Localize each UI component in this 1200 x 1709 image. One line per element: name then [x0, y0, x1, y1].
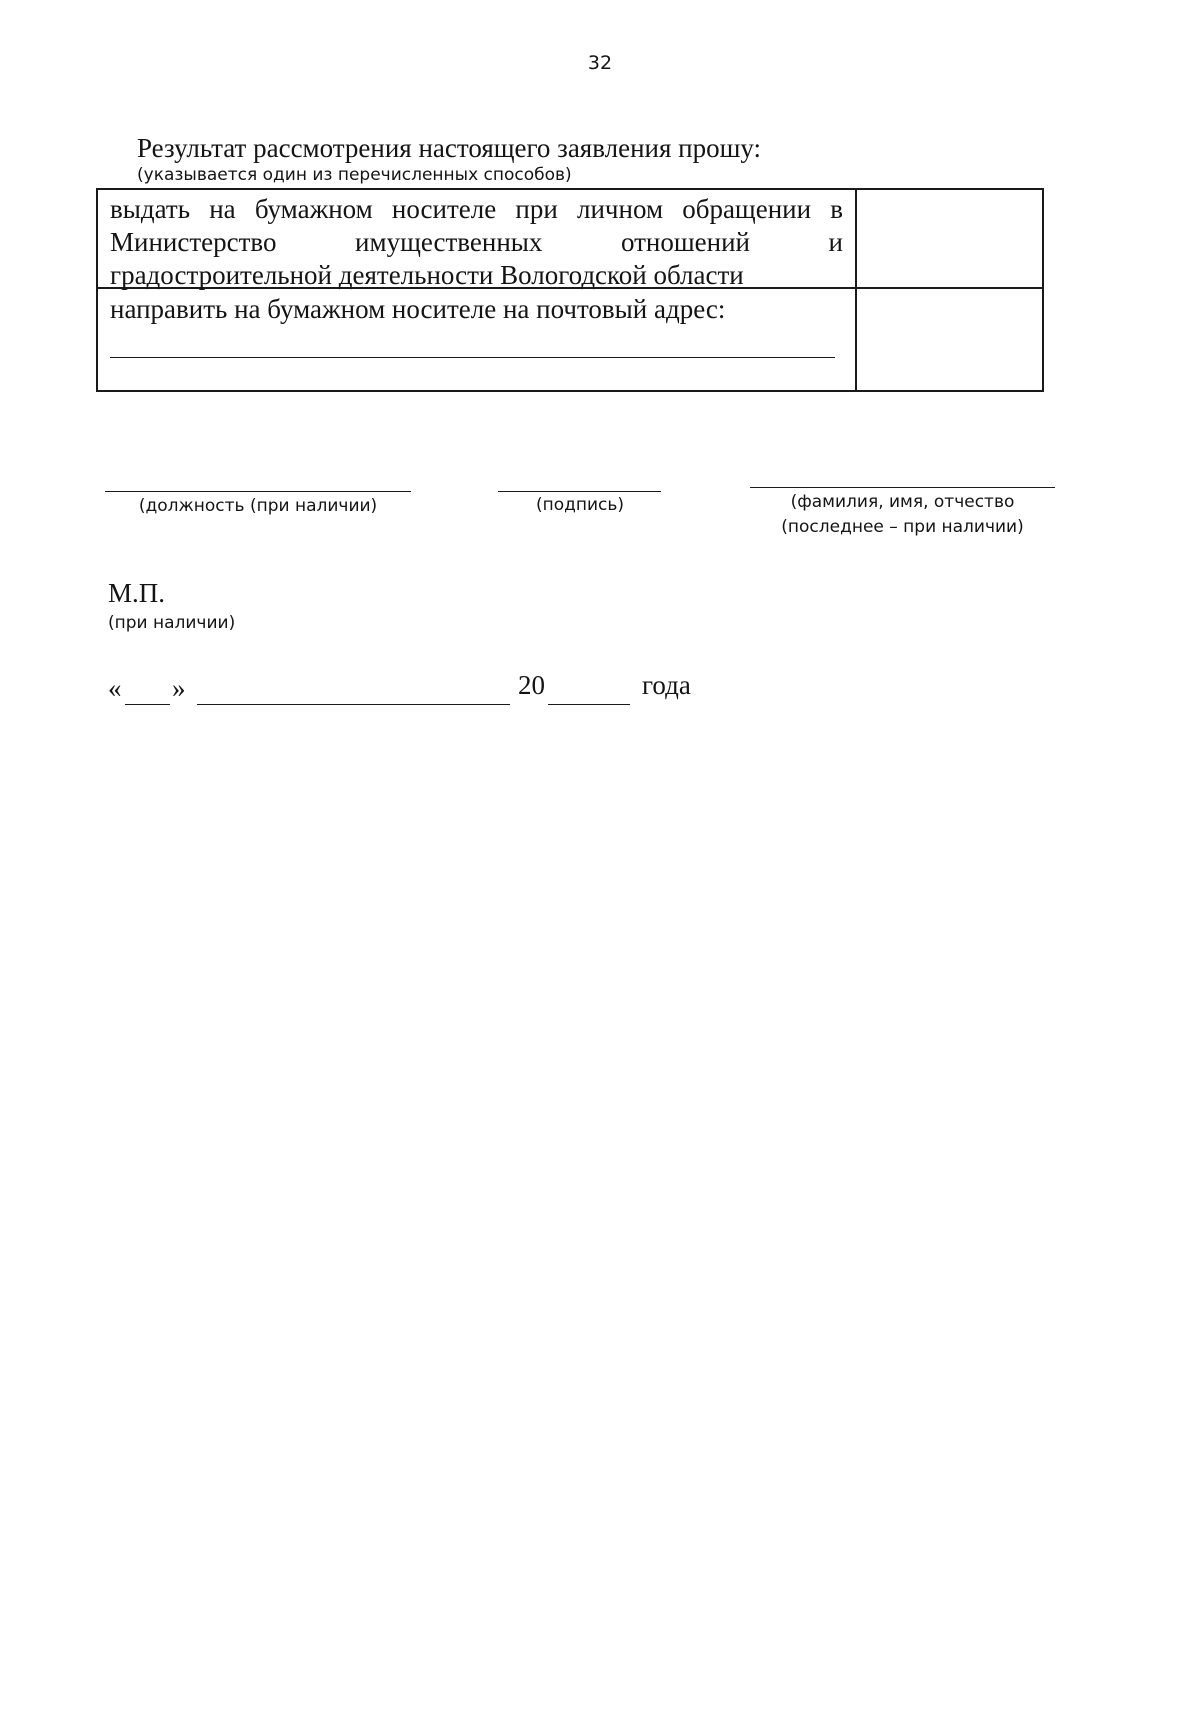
- full-name-line[interactable]: [750, 487, 1055, 488]
- year-field[interactable]: [548, 704, 630, 705]
- date-close-quote: »: [172, 673, 186, 703]
- option-by-mail-text: направить на бумажном носителе на почтовый адрес:: [110, 294, 726, 324]
- position-line[interactable]: [105, 491, 411, 492]
- full-name-caption-line2: (последнее – при наличии): [781, 517, 1024, 537]
- request-hint: (указывается один из перечисленных способов): [137, 165, 572, 185]
- stamp-hint: (при наличии): [108, 613, 236, 633]
- date-open-quote: «: [108, 673, 122, 703]
- signature-line[interactable]: [498, 491, 661, 492]
- stamp-label: М.П.: [108, 578, 166, 608]
- postal-address-field[interactable]: [110, 357, 835, 358]
- delivery-options-table: [96, 188, 1044, 392]
- full-name-caption: [740, 490, 1065, 540]
- column-divider: [855, 190, 857, 390]
- year-suffix: года: [642, 670, 691, 700]
- request-heading: Результат рассмотрения настоящего заявления прошу:: [137, 133, 762, 163]
- full-name-caption-line1: (фамилия, имя, отчество: [790, 492, 1015, 512]
- option-in-person-text: выдать на бумажном носителе при личном обращении в Министерство имущественных отношений и градостроительной деятельности Вологодской области: [110, 194, 843, 290]
- page-number: 32: [587, 52, 613, 74]
- signature-caption: (подпись): [535, 495, 625, 515]
- day-field[interactable]: [125, 704, 170, 705]
- month-field[interactable]: [197, 704, 510, 705]
- position-caption: (должность (при наличии): [138, 496, 378, 516]
- year-prefix: 20: [518, 670, 545, 700]
